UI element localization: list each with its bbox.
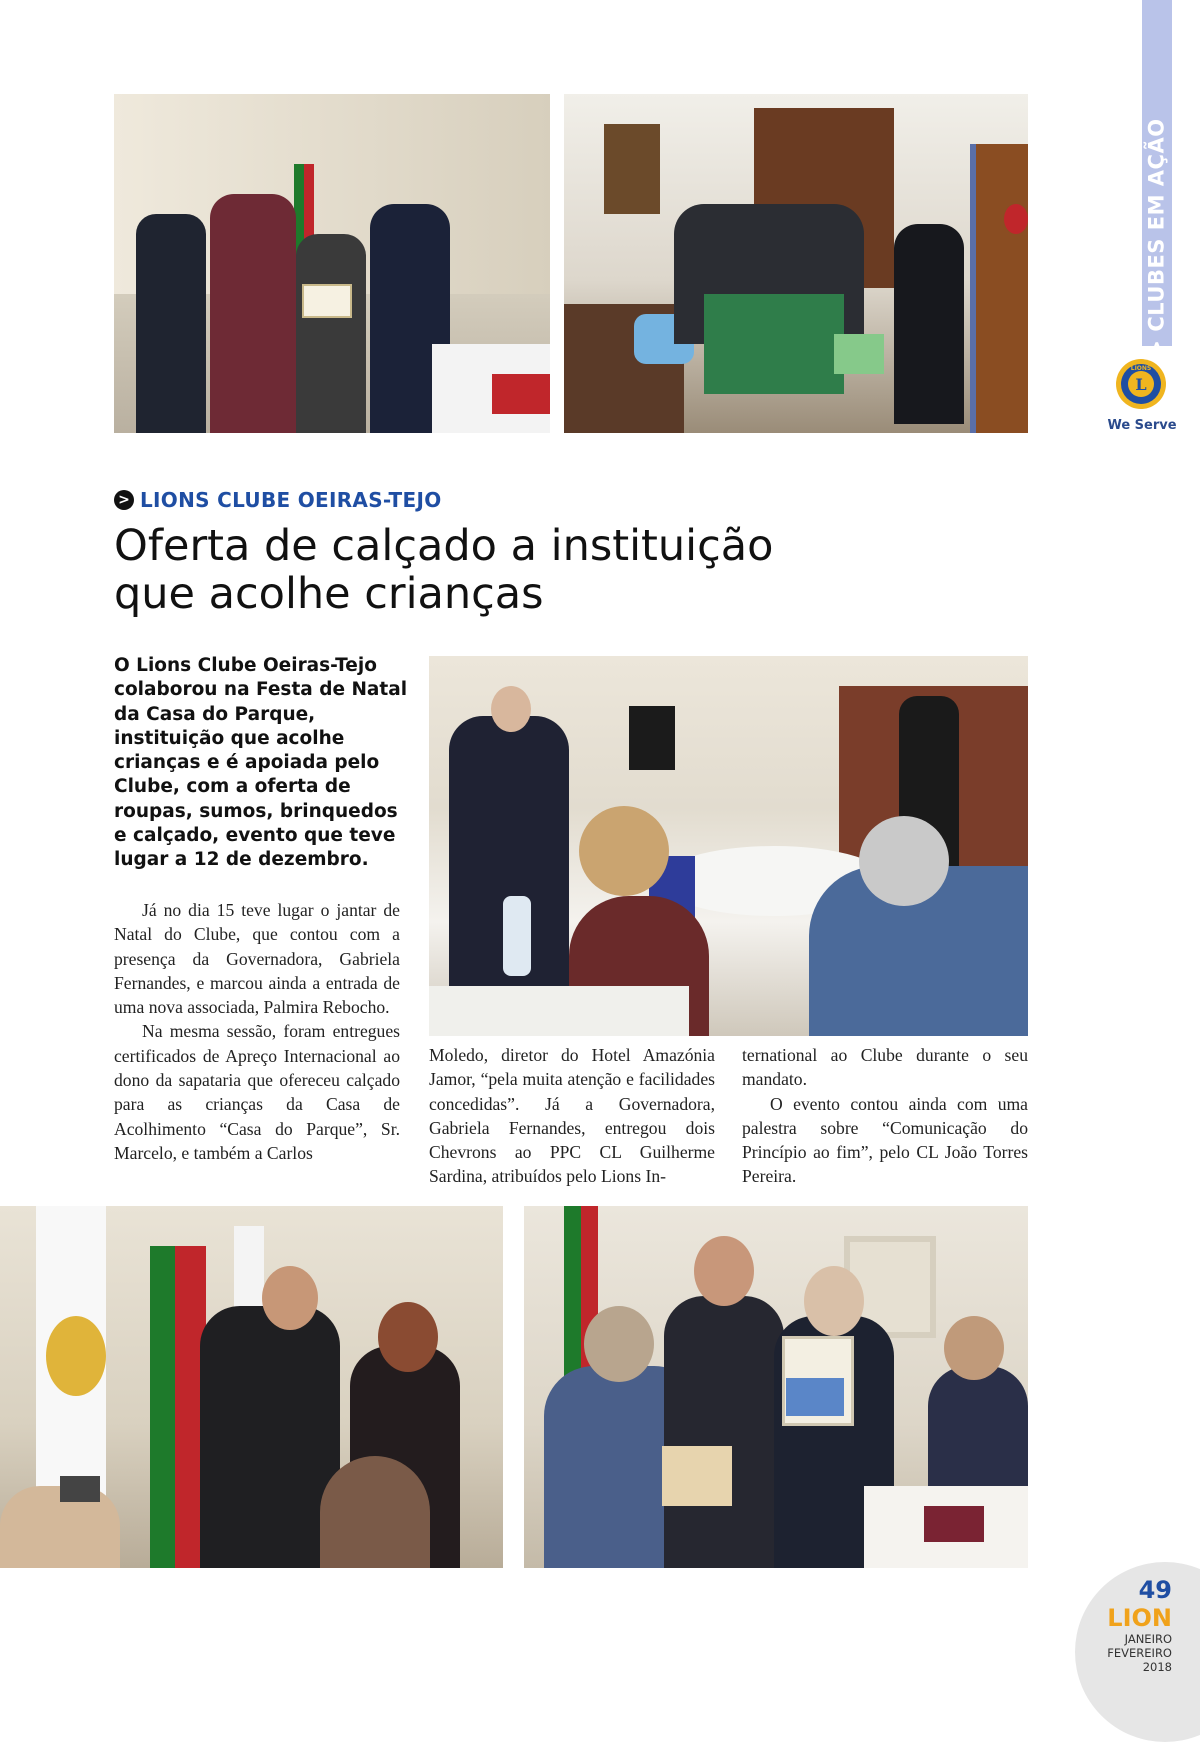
- section-label: > CLUBES EM AÇÃO: [1145, 118, 1169, 358]
- lions-tagline: We Serve: [1107, 418, 1177, 433]
- photo-group-christmas-gifts: [564, 94, 1028, 433]
- body-paragraph: Já no dia 15 teve lugar o jantar de Natal do Clube, que contou com a presença da Governadora, Gabriela Fernandes, e marcou ainda a entrada de uma nova associada, Palmira Rebocho.: [114, 900, 400, 1018]
- body-paragraph: Na mesma sessão, foram entregues certificados de Apreço Internacional ao dono da sapataria que ofereceu calçado para as crianças da Casa de Acolhimento “Casa do Parque”, Sr. Marcelo, e também a Carlos: [114, 1021, 400, 1163]
- svg-text:L: L: [1135, 375, 1147, 394]
- photo-certificate-presentation: [114, 94, 550, 433]
- magazine-name: LION: [1107, 1604, 1172, 1632]
- club-header: [114, 486, 442, 514]
- article-headline: [114, 522, 814, 618]
- body-paragraph: ternational ao Clube durante o seu mandato.: [742, 1045, 1028, 1090]
- photo-chevrons-award: [524, 1206, 1028, 1568]
- body-paragraph: O evento contou ainda com uma palestra sobre “Comunicação do Princípio ao fim”, pelo CL João Torres Pereira.: [742, 1093, 1028, 1187]
- photo-governor-speech: [0, 1206, 503, 1568]
- article-lede: O Lions Clube Oeiras-Tejo colaborou na Festa de Natal da Casa do Parque, instituição que acolhe crianças e é apoiada pelo Clube, com a oferta de roupas, sumos, brinquedos e calçado, evento que teve lugar a 12 de dezembro.: [114, 655, 408, 871]
- headline-line-1: Oferta de calçado a instituição: [114, 521, 774, 571]
- photo-speaker-dinner: [429, 656, 1028, 1036]
- issue-month-2: FEVEREIRO: [1107, 1646, 1172, 1660]
- body-paragraph: Moledo, diretor do Hotel Amazónia Jamor, “pela muita atenção e facilidades concedidas”. Já a Governadora, Gabriela Fernandes, entregou dois Chevrons ao PPC CL Guilherme Sardina, atribuídos pelo Lions In-: [429, 1045, 715, 1187]
- body-column-2: [429, 1043, 715, 1189]
- issue-month-1: JANEIRO: [1124, 1632, 1172, 1646]
- arrow-bullet-icon: >: [114, 490, 134, 510]
- club-name: LIONS CLUBE OEIRAS-TEJO: [140, 488, 442, 512]
- body-column-3: [742, 1043, 1028, 1189]
- svg-text:LIONS: LIONS: [1130, 365, 1152, 372]
- issue-year: 2018: [1142, 1660, 1172, 1674]
- headline-line-2: que acolhe crianças: [114, 569, 544, 619]
- lions-logo-icon: [1110, 358, 1172, 414]
- body-column-1: [114, 898, 400, 1165]
- page-number: 49: [1138, 1576, 1172, 1604]
